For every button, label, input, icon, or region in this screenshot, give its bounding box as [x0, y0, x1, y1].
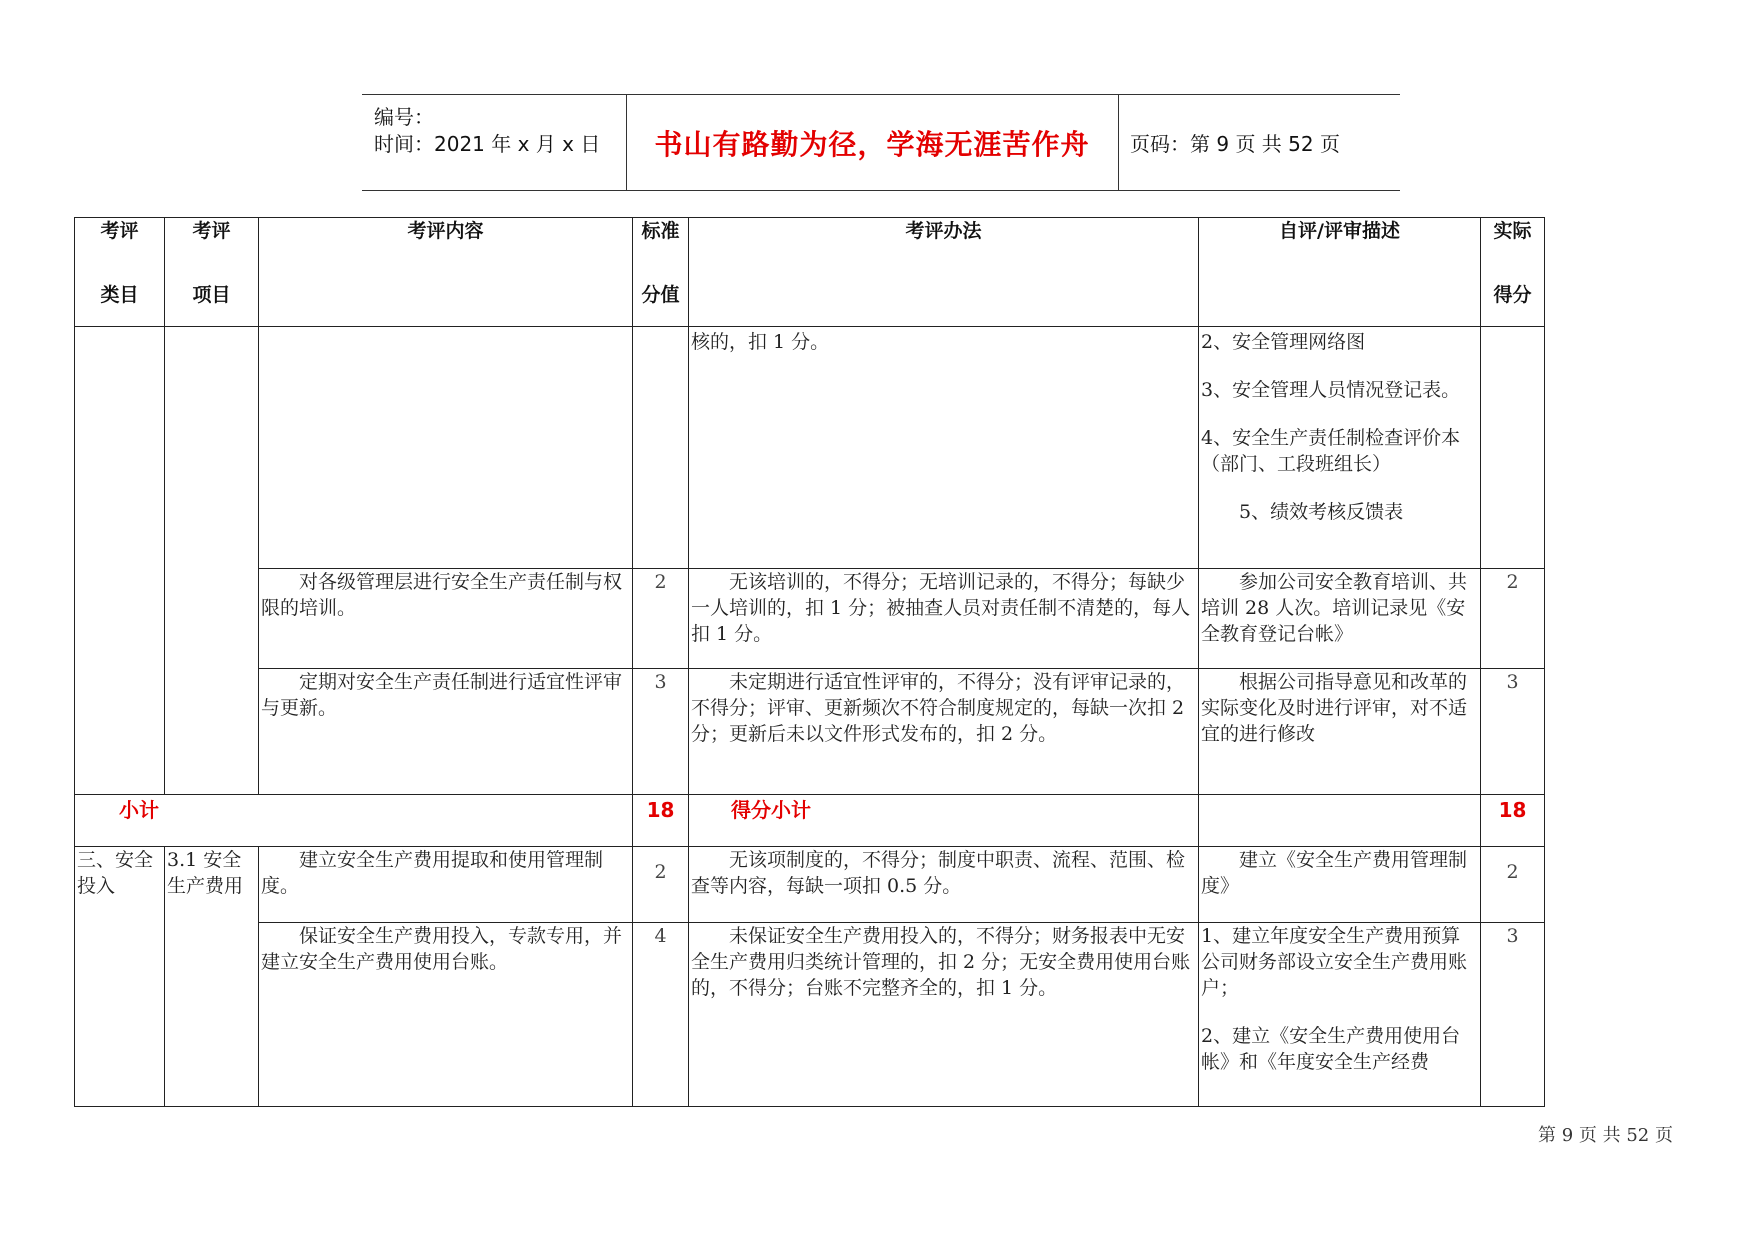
evaluation-table [74, 217, 1545, 1107]
document-date-label: 时间：2021 年 x 月 x 日 [374, 132, 601, 156]
review-cell: 根据公司指导意见和改革的实际变化及时进行评审，对不适宜的进行修改 [1199, 669, 1481, 795]
document-number-label: 编号： [374, 105, 434, 129]
actual-cell: 2 [1481, 569, 1545, 669]
subtotal-label: 小计 [119, 798, 159, 822]
header-page-cell [1118, 95, 1400, 190]
table-row [75, 847, 1545, 923]
score-cell: 3 [633, 669, 689, 795]
category-cell-empty [75, 327, 165, 795]
header-actual-score: 实际 得分 [1481, 218, 1545, 327]
review-cell: 参加公司安全教育培训、共培训 28 人次。培训记录见《安全教育登记台帐》 [1199, 569, 1481, 669]
content-cell: 定期对安全生产责任制进行适宜性评审与更新。 [259, 669, 633, 795]
review-line: 1、建立年度安全生产费用预算公司财务部设立安全生产费用账户； [1201, 925, 1468, 999]
score-cell [633, 327, 689, 569]
subtotal-actual-cell [1481, 795, 1545, 847]
table-row [75, 569, 1545, 669]
table-header-row [75, 218, 1545, 327]
review-line: 2、建立《安全生产费用使用台帐》和《年度安全生产经费 [1201, 1025, 1461, 1073]
header-item: 考评 项目 [165, 218, 259, 327]
subtotal-label-cell [75, 795, 633, 847]
content-cell [259, 327, 633, 569]
actual-cell: 3 [1481, 923, 1545, 1107]
method-cell: 无该项制度的，不得分；制度中职责、流程、范围、检查等内容，每缺一项扣 0.5 分。 [689, 847, 1199, 923]
content-cell: 保证安全生产费用投入，专款专用，并建立安全生产费用使用台账。 [259, 923, 633, 1107]
header-standard-score: 标准 分值 [633, 218, 689, 327]
page-code-label: 页码：第 9 页 共 52 页 [1130, 132, 1340, 156]
category-cell: 三、安全投入 [75, 847, 165, 1107]
subtotal-score: 18 [646, 798, 675, 822]
review-line: 3、安全管理人员情况登记表。 [1201, 379, 1461, 401]
actual-cell: 3 [1481, 669, 1545, 795]
score-cell: 2 [633, 569, 689, 669]
content-cell: 建立安全生产费用提取和使用管理制度。 [259, 847, 633, 923]
score-cell: 2 [633, 847, 689, 923]
review-cell [1199, 327, 1481, 569]
header-motto-cell [626, 95, 1119, 190]
score-cell: 4 [633, 923, 689, 1107]
review-line: 2、安全管理网络图 [1201, 331, 1366, 353]
item-cell-empty [165, 327, 259, 795]
method-cell: 核的，扣 1 分。 [689, 327, 1199, 569]
item-cell: 3.1 安全生产费用 [165, 847, 259, 1107]
review-cell: 建立《安全生产费用管理制度》 [1199, 847, 1481, 923]
actual-cell: 2 [1481, 847, 1545, 923]
header-info-cell [362, 95, 627, 190]
subtotal-score-cell [633, 795, 689, 847]
page-header [362, 94, 1400, 191]
page-footer: 第 9 页 共 52 页 [1538, 1125, 1673, 1146]
header-category: 考评 类目 [75, 218, 165, 327]
review-line: 4、安全生产责任制检查评价本（部门、工段班组长） [1201, 427, 1461, 475]
table-row [75, 923, 1545, 1107]
subtotal-review-cell [1199, 795, 1481, 847]
header-content: 考评内容 [259, 218, 633, 327]
header-method: 考评办法 [689, 218, 1199, 327]
table-row [75, 669, 1545, 795]
method-cell: 未定期进行适宜性评审的，不得分；没有评审记录的，不得分；评审、更新频次不符合制度规定的，每缺一次扣 2 分；更新后未以文件形式发布的，扣 2 分。 [689, 669, 1199, 795]
review-cell [1199, 923, 1481, 1107]
method-cell: 无该培训的，不得分；无培训记录的，不得分；每缺少一人培训的，扣 1 分；被抽查人员对责任制不清楚的，每人扣 1 分。 [689, 569, 1199, 669]
motto-text: 书山有路勤为径，学海无涯苦作舟 [654, 127, 1090, 161]
subtotal-method-label: 得分小计 [731, 798, 811, 822]
subtotal-actual: 18 [1498, 798, 1527, 822]
header-review: 自评/评审描述 [1199, 218, 1481, 327]
method-cell: 未保证安全生产费用投入的，不得分；财务报表中无安全生产费用归类统计管理的，扣 2 分；无安全费用使用台账的，不得分；台账不完整齐全的，扣 1 分。 [689, 923, 1199, 1107]
subtotal-row [75, 795, 1545, 847]
actual-cell [1481, 327, 1545, 569]
table-row [75, 327, 1545, 569]
content-cell: 对各级管理层进行安全生产责任制与权限的培训。 [259, 569, 633, 669]
review-line: 5、绩效考核反馈表 [1239, 501, 1404, 523]
subtotal-method-cell [689, 795, 1199, 847]
